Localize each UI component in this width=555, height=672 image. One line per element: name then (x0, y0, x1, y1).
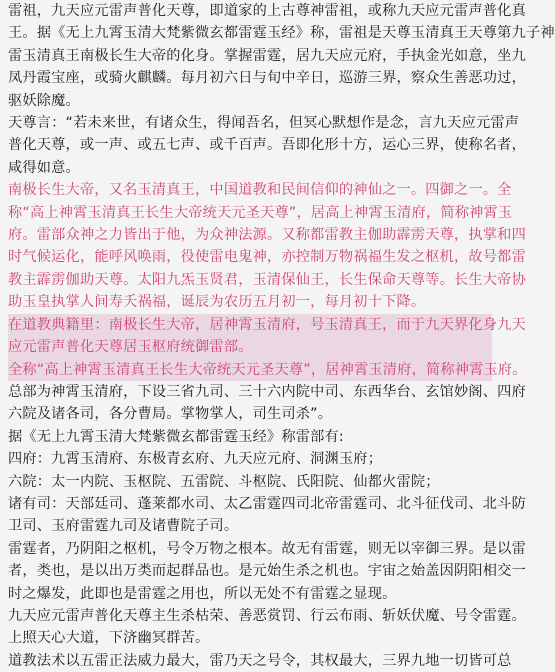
text-line: 南极长生大帝，又名玉清真王，中国道教和民间信仰的神仙之一。四御之一。全 (8, 182, 512, 199)
text-line: 在道教典籍里：南极长生大帝，居神霄玉清府，号玉清真王，而于九天界化身九天 (8, 314, 492, 336)
text-line: 雷霆者，乃阴阳之枢机，号令万物之根本。故无有雷霆，则无以宰御三界。是以雷 (8, 540, 526, 557)
text-line: 府。雷部众神之力皆出于他，为众神法源。又称都雷教主伽助霹雳天尊，执掌和四 (8, 227, 526, 244)
text-line: 全称“高上神霄玉清真王长生大帝统天元圣天尊”，居神霄玉清府，简称神霄玉府。 (8, 359, 492, 381)
text-line: 者，类也，是以出万类而起群品也。是元始生杀之机也。宇宙之始盖因阴阳相交一 (8, 563, 526, 580)
text-line: 应元雷声普化天尊居玉枢府统御雷部。 (8, 336, 492, 358)
text-line: 上照天心大道，下济幽冥群苦。 (8, 630, 210, 647)
text-line: 九天应元雷声普化天尊主生杀枯荣、善恶赏罚、行云布雨、斩妖伏魔、号令雷霆。 (8, 607, 526, 624)
text-line: 普化天尊，或一声、或五七声、或千百声。吾即化形十方，运心三界，使称名者， (8, 137, 526, 154)
text-line: 凤丹霞宝座，或骑火麒麟。每月初六日与旬中辛日，巡游三界，察众生善恶功过， (8, 70, 526, 87)
text-line: 时之爆发，此即也是雷霆之用也，所以无处不有雷霆之显现。 (8, 585, 397, 602)
text-line: 据《无上九霄玉清大梵紫微玄都雷霆玉经》称雷部有: (8, 428, 344, 445)
text-line: 称“高上神霄玉清真王长生大帝统天元圣天尊”，居高上神霄玉清府，简称神霄玉 (8, 204, 513, 221)
text-line: 诸有司：天部廷司、蓬莱都水司、太乙雷霆四司北帝雷霆司、北斗征伐司、北斗防 (8, 495, 526, 512)
text-line: 四府：九霄玉清府、东极青玄府、九天应元府、洞渊玉府； (8, 451, 383, 468)
text-line: 驱妖除魔。 (8, 92, 80, 109)
text-line: 教主霹雳伽助天尊。太阳九炁玉贤君，玉清保仙王，长生保命天尊等。长生大帝协 (8, 271, 526, 288)
text-line: 道教法术以五雷正法威力最大，雷乃天之号令，其权最大，三界九地一切皆可总 (8, 652, 512, 669)
text-line: 雷玉清真王南极长生大帝的化身。掌握雷霆，居九天应元府，手执金光如意，坐九 (8, 47, 526, 64)
text-line: 总部为神霄玉清府，下设三省九司、三十六内院中司、东西华台、玄馆妙阁、四府 (8, 383, 526, 400)
text-line: 六院及诸各司，各分曹局。掌物掌人，司生司杀”。 (8, 406, 333, 423)
text-line: 王。据《无上九霄玉清大梵紫微玄都雷霆玉经》称，雷祖是天尊玉清真王天尊第九子神 (8, 25, 555, 42)
text-line: 天尊言：“若未来世，有诸众生，得闻吾名，但冥心默想作是念，言九天应元雷声 (8, 115, 520, 132)
text-line: 卫司、玉府雷霆九司及诸曹院子司。 (8, 518, 239, 535)
text-line: 雷祖，九天应元雷声普化天尊，即道家的上古尊神雷祖，或称九天应元雷声普化真 (8, 3, 526, 19)
text-line: 六院：太一内院、玉枢院、五雷院、斗枢院、氏阳院、仙都火雷院； (8, 473, 440, 490)
text-line: 时气候运化，能呼风唤雨，役使雷电鬼神，亦控制万物祸福生发之枢机，故号都雷 (8, 249, 526, 266)
text-line: 咸得如意。 (8, 159, 80, 176)
text-line: 助玉皇执掌人间寿夭祸福，诞辰为农历五月初一，每月初十下降。 (8, 294, 426, 311)
